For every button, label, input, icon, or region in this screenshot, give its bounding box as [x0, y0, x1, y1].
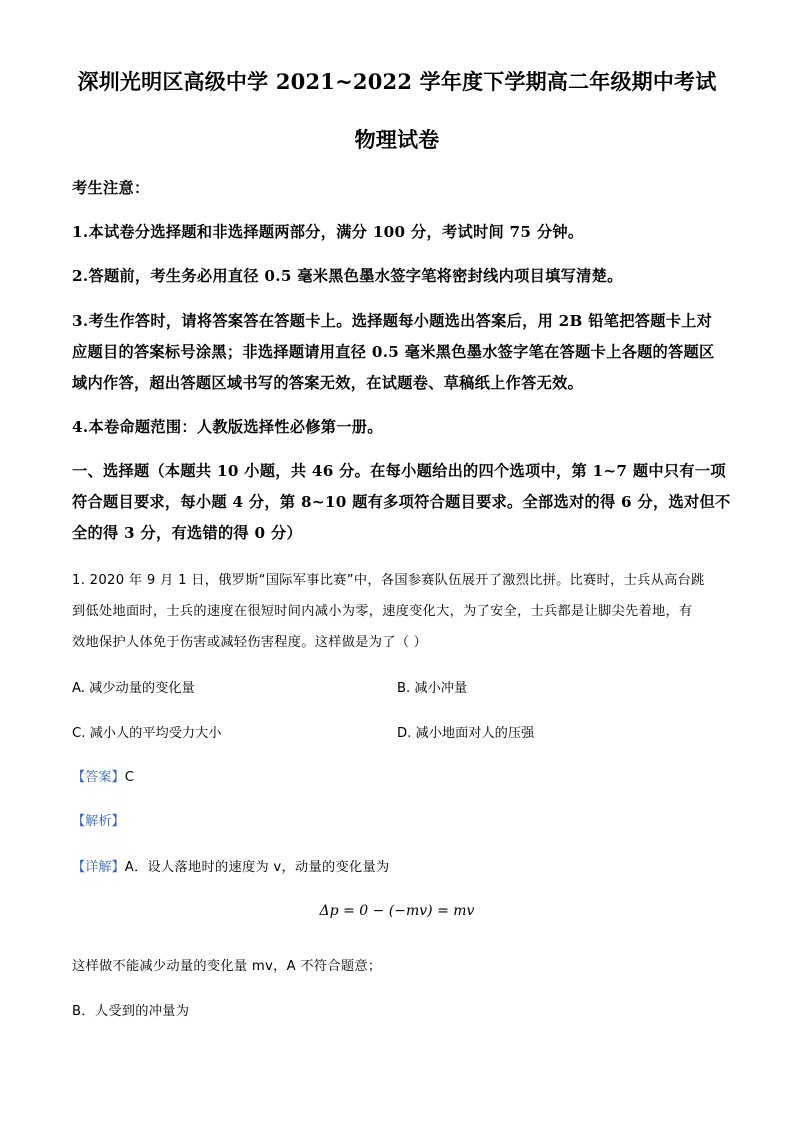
- section1-line-3: 全的得 3 分，有选错的得 0 分）: [72, 524, 302, 542]
- after-formula-text: 这样做不能减少动量的变化量 mv，A 不符合题意；: [72, 959, 382, 974]
- option-b-explanation: B．人受到的冲量为: [72, 1004, 190, 1019]
- notice-item-2: 2.答题前，考生务必用直径 0.5 毫米黑色墨水签字笔将密封线内项目填写清楚。: [72, 267, 623, 285]
- answer-label: 【答案】: [72, 770, 125, 785]
- notice-heading: 考生注意：: [72, 179, 150, 197]
- notice-item-3-line-1: 3.考生作答时，请将答案答在答题卡上。选择题每小题选出答案后，用 2B 铅笔把答题卡上对: [72, 312, 713, 330]
- question1-line-2: 到低处地面时，士兵的速度在很短时间内减小为零，速度变化大，为了安全，士兵都是让脚尖先着地，有: [72, 604, 693, 619]
- question1-line-3: 效地保护人体免于伤害或减轻伤害程度。这样做是为了（ ）: [72, 635, 428, 650]
- answer-row: [72, 766, 134, 785]
- analysis-label: 【解析】: [72, 814, 125, 829]
- exam-title: 深圳光明区高级中学 2021~2022 学年度下学期高二年级期中考试: [77, 69, 717, 94]
- question1-line-1: 1. 2020 年 9 月 1 日，俄罗斯“国际军事比赛”中，各国参赛队伍展开了激烈比拼。比赛时，士兵从高台跳: [72, 573, 705, 588]
- analysis-row: [72, 810, 125, 829]
- section1-line-2: 符合题目要求，每小题 4 分，第 8~10 题有多项符合题目要求。全部选对的得 6 分，选对但不: [72, 493, 731, 511]
- momentum-formula: Δp = 0 − (−mv) = mv: [319, 903, 475, 919]
- exam-subtitle: 物理试卷: [354, 127, 440, 152]
- detail-text: A．设人落地时的速度为 v，动量的变化量为: [124, 860, 390, 875]
- option-a: A. 减少动量的变化量: [72, 681, 195, 696]
- option-c: C. 减小人的平均受力大小: [72, 726, 222, 741]
- section1-line-1: 一、选择题（本题共 10 小题，共 46 分。在每小题给出的四个选项中，第 1~7 题中只有一项: [72, 462, 726, 480]
- detail-label: 【详解】: [72, 860, 125, 875]
- notice-item-4: 4.本卷命题范围：人教版选择性必修第一册。: [72, 418, 383, 436]
- option-b: B. 减小冲量: [397, 681, 468, 696]
- notice-item-1: 1.本试卷分选择题和非选择题两部分，满分 100 分，考试时间 75 分钟。: [72, 223, 584, 241]
- option-d: D. 减小地面对人的压强: [397, 726, 535, 741]
- detail-row: [72, 856, 389, 875]
- answer-value: C: [124, 770, 135, 785]
- notice-item-3-line-3: 域内作答，超出答题区域书写的答案无效，在试题卷、草稿纸上作答无效。: [72, 374, 584, 392]
- notice-item-3-line-2: 应题目的答案标号涂黑；非选择题请用直径 0.5 毫米黑色墨水签字笔在答题卡上各题的答题区: [72, 343, 715, 361]
